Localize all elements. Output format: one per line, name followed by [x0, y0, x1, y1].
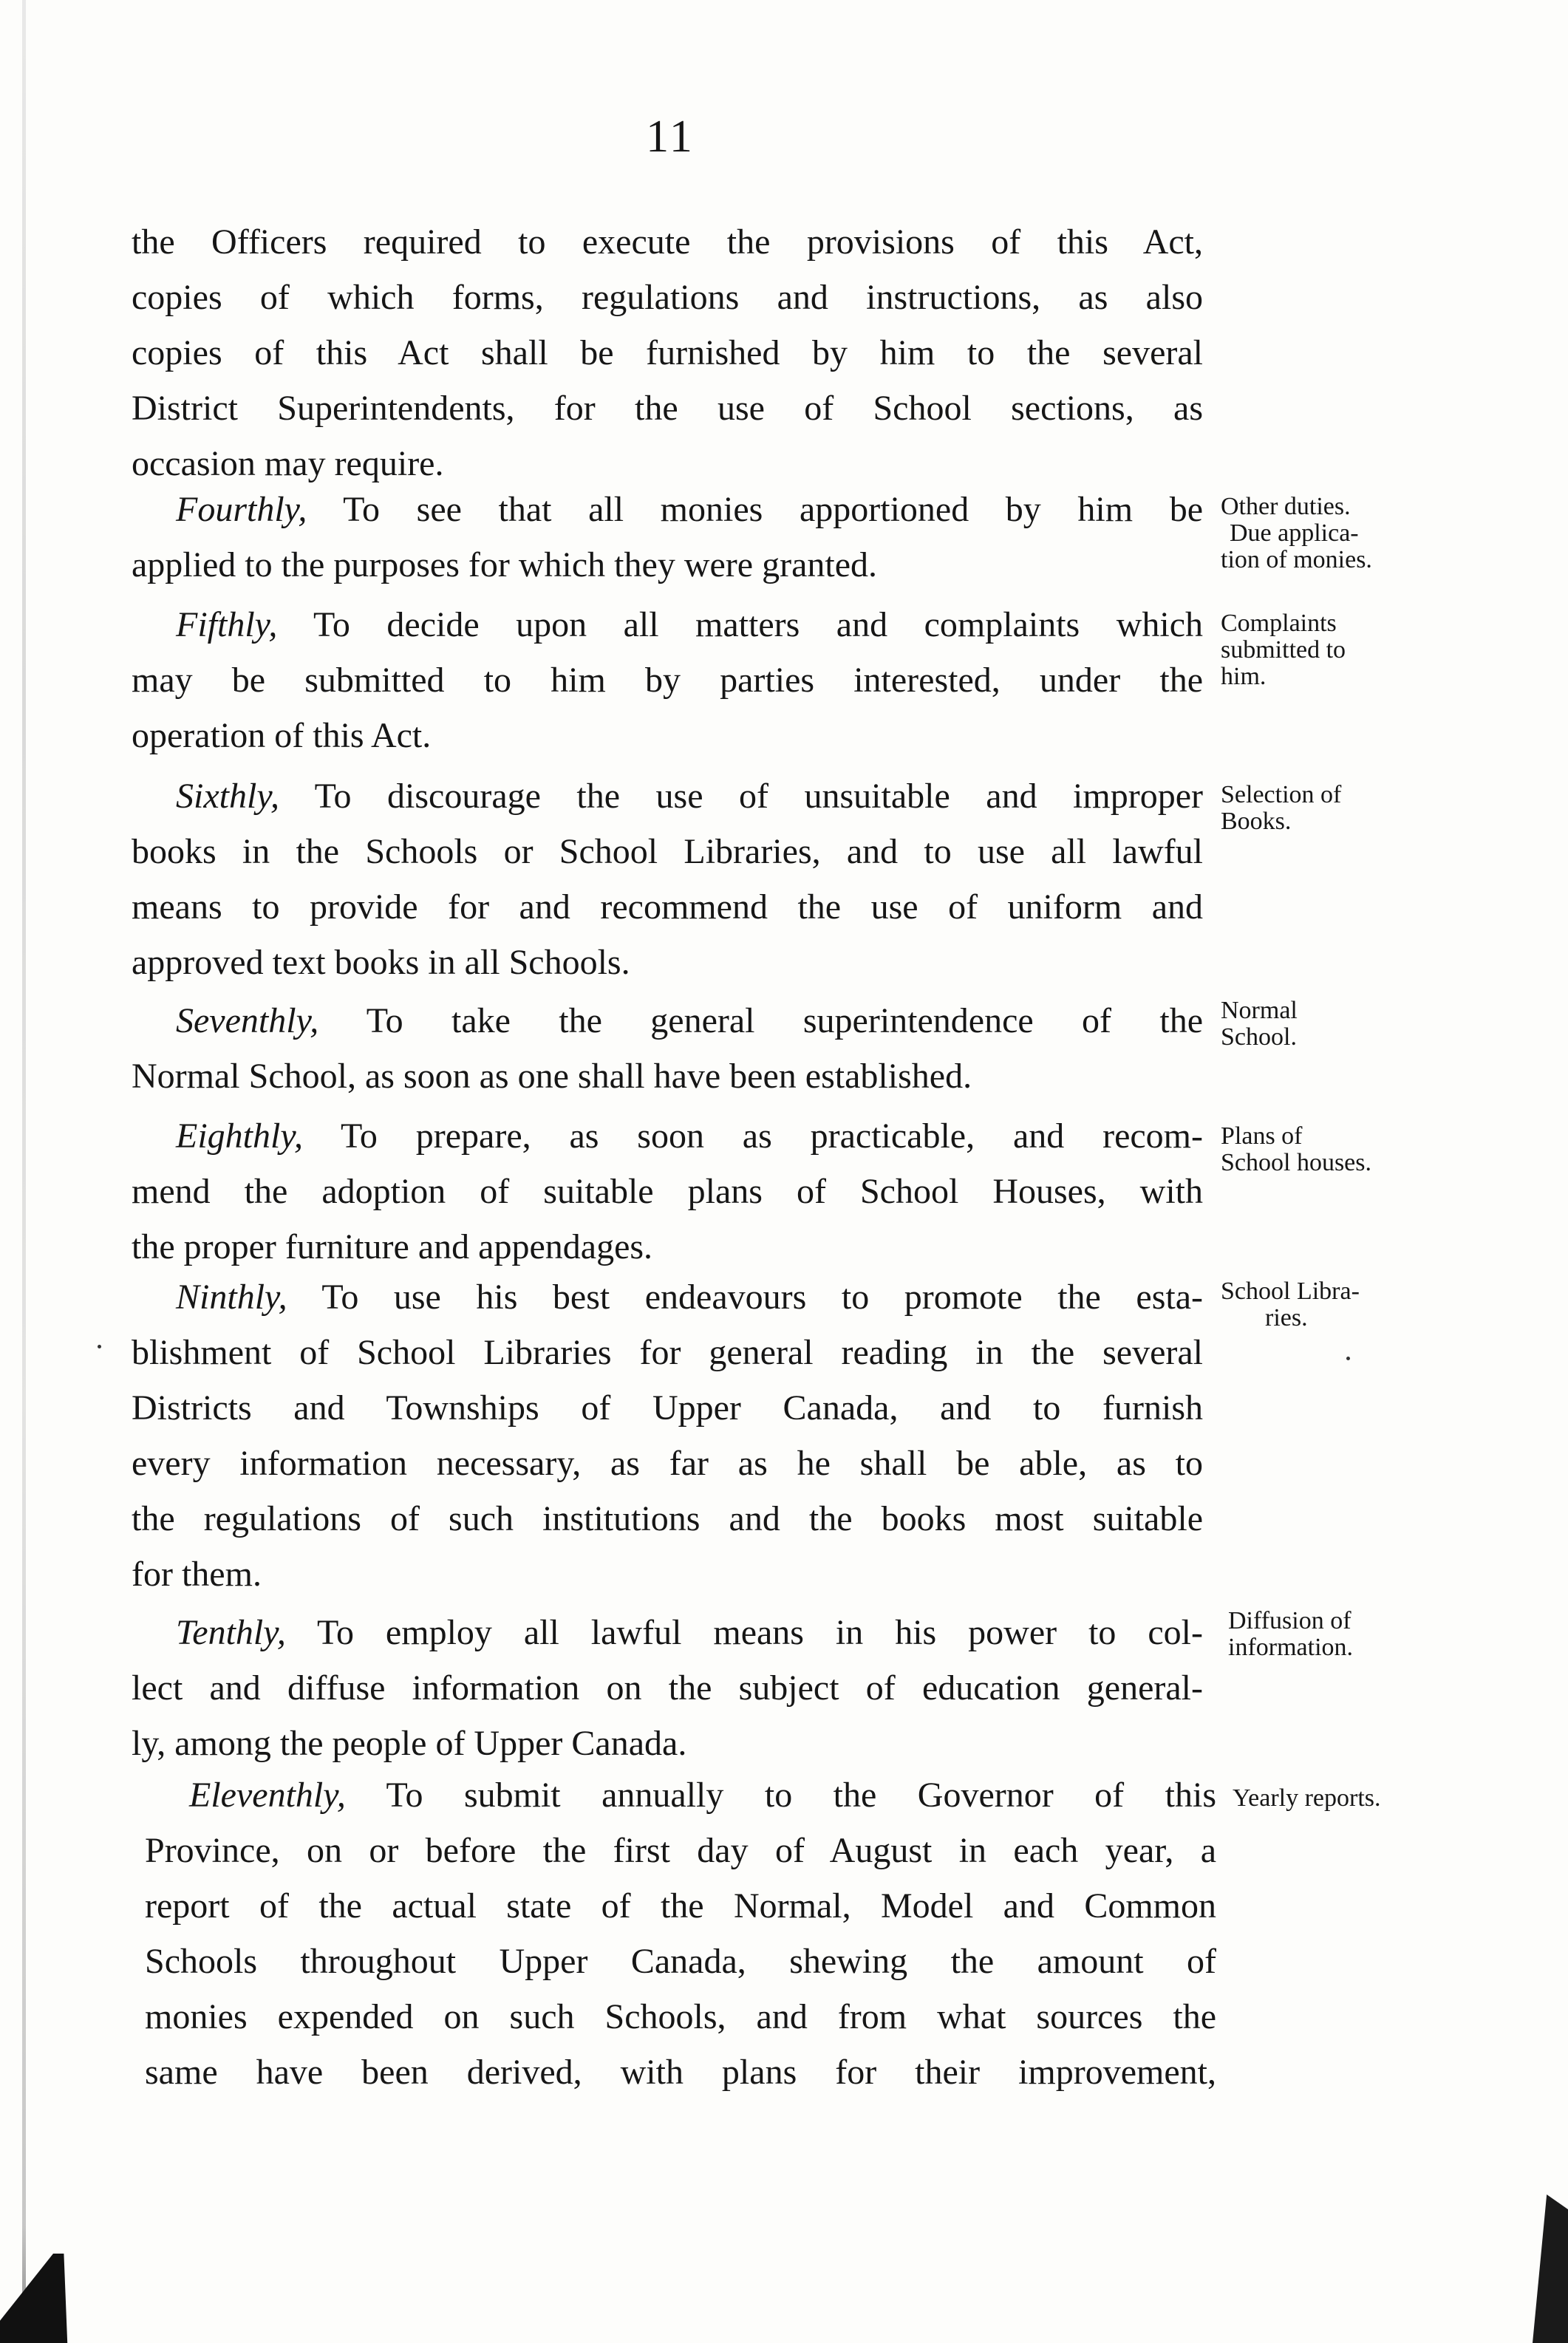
- section-lead: Tenthly,: [176, 1613, 286, 1652]
- section-first-line: [132, 768, 1203, 824]
- text-line: the Officers required to execute the provisions of this Act,: [132, 222, 1203, 262]
- text-line: same have been derived, with plans for their improvement,: [145, 2053, 1216, 2092]
- section-eleventhly: [145, 1767, 1216, 2100]
- section-text: To take the general superintendence of the: [318, 1001, 1203, 1040]
- section-seventhly: [132, 993, 1203, 1104]
- text-line: mend the adoption of suitable plans of School Houses, with: [132, 1172, 1203, 1211]
- text-line: books in the Schools or School Libraries, and to use all lawful: [132, 832, 1203, 871]
- scan-corner-artifact: [0, 2254, 71, 2343]
- margin-note-line: Normal: [1221, 997, 1298, 1024]
- section-fifthly: [132, 597, 1203, 763]
- binding-edge-shadow: [22, 0, 26, 2343]
- margin-note-line: Yearly reports.: [1233, 1784, 1381, 1812]
- margin-note-line: Plans of: [1221, 1122, 1303, 1150]
- section-text: To decide upon all matters and complaints which: [277, 605, 1203, 644]
- margin-note-line: School Libra-: [1221, 1278, 1360, 1305]
- margin-note-diffusion-of-information: [1228, 1608, 1353, 1661]
- margin-note-yearly-reports: [1233, 1785, 1381, 1812]
- margin-note-complaints: [1221, 610, 1346, 690]
- section-text: To see that all monies apportioned by him be: [307, 490, 1203, 529]
- text-line: approved text books in all Schools.: [132, 943, 630, 982]
- text-line: lect and diffuse information on the subject of education general-: [132, 1668, 1203, 1708]
- section-lead: Ninthly,: [176, 1278, 287, 1317]
- section-first-line: [132, 1605, 1203, 1660]
- margin-note-line: School houses.: [1221, 1149, 1371, 1176]
- section-text: To use his best endeavours to promote the esta-: [287, 1278, 1203, 1317]
- section-lead: Fifthly,: [176, 605, 278, 644]
- section-text: To submit annually to the Governor of this: [345, 1776, 1216, 1815]
- section-lead: Fourthly,: [176, 490, 307, 529]
- section-lead: Eighthly,: [176, 1116, 303, 1156]
- margin-note-line: Selection of: [1221, 781, 1342, 808]
- margin-note-line: submitted to: [1221, 636, 1346, 664]
- margin-note-selection-of-books: [1221, 782, 1341, 835]
- section-first-line: [132, 597, 1203, 652]
- margin-note-line: Due applica-: [1230, 519, 1359, 547]
- margin-note-line: Diffusion of: [1228, 1607, 1351, 1634]
- margin-note-line: Books.: [1221, 808, 1292, 835]
- scan-speck: [1346, 1357, 1350, 1360]
- margin-note-other-duties: [1221, 494, 1372, 573]
- text-line: District Superintendents, for the use of School sections, as: [132, 389, 1203, 428]
- text-line: the proper furniture and appendages.: [132, 1227, 653, 1266]
- section-tenthly: [132, 1605, 1203, 1771]
- section-text: To employ all lawful means in his power to col-: [285, 1613, 1203, 1652]
- margin-note-plans-school-houses: [1221, 1123, 1371, 1176]
- scan-edge-artifact: [1533, 2194, 1568, 2343]
- section-first-line: [145, 1767, 1216, 1823]
- text-line: monies expended on such Schools, and from what sources the: [145, 1997, 1216, 2036]
- margin-note-normal-school: [1221, 997, 1298, 1051]
- text-line: Normal School, as soon as one shall have been established.: [132, 1057, 972, 1096]
- text-line: occasion may require.: [132, 444, 444, 483]
- section-first-line: [132, 1269, 1203, 1325]
- text-line: for them.: [132, 1555, 262, 1594]
- margin-note-line: him.: [1221, 663, 1267, 690]
- section-ninthly: [132, 1269, 1203, 1602]
- text-line: report of the actual state of the Normal, Model and Common: [145, 1886, 1216, 1926]
- section-first-line: [132, 993, 1203, 1048]
- text-line: every information necessary, as far as he shall be able, as to: [132, 1444, 1203, 1483]
- section-text: To prepare, as soon as practicable, and recom-: [302, 1116, 1203, 1156]
- section-first-line: [132, 1108, 1203, 1164]
- text-line: means to provide for and recommend the use of uniform and: [132, 887, 1203, 927]
- text-line: ly, among the people of Upper Canada.: [132, 1724, 687, 1763]
- margin-note-school-libraries: [1221, 1278, 1360, 1331]
- text-line: applied to the purposes for which they were granted.: [132, 545, 878, 584]
- text-line: operation of this Act.: [132, 716, 432, 755]
- section-sixthly: [132, 768, 1203, 990]
- section-lead: Sixthly,: [176, 777, 279, 816]
- section-lead: Eleventhly,: [189, 1776, 346, 1815]
- margin-note-line: information.: [1228, 1634, 1354, 1661]
- section-lead: Seventhly,: [176, 1001, 319, 1040]
- text-line: may be submitted to him by parties interested, under the: [132, 661, 1203, 700]
- margin-note-line: School.: [1221, 1023, 1297, 1051]
- section-fourthly: [132, 482, 1203, 593]
- section-text: To discourage the use of unsuitable and improper: [279, 777, 1203, 816]
- margin-note-line: Complaints: [1221, 610, 1337, 637]
- page-number: 11: [646, 112, 695, 162]
- scan-speck: [98, 1345, 101, 1348]
- text-line: Schools throughout Upper Canada, shewing the amount of: [145, 1942, 1216, 1981]
- margin-note-line: ries.: [1265, 1304, 1308, 1331]
- text-line: blishment of School Libraries for general reading in the several: [132, 1333, 1203, 1372]
- intro-paragraph: [132, 214, 1203, 491]
- margin-note-line: tion of monies.: [1221, 546, 1372, 573]
- section-eighthly: [132, 1108, 1203, 1275]
- text-line: Districts and Townships of Upper Canada, and to furnish: [132, 1388, 1203, 1428]
- section-first-line: [132, 482, 1203, 537]
- text-line: the regulations of such institutions and the books most suitable: [132, 1499, 1203, 1538]
- text-line: Province, on or before the first day of August in each year, a: [145, 1831, 1216, 1870]
- margin-note-line: Other duties.: [1221, 493, 1351, 520]
- text-line: copies of which forms, regulations and instructions, as also: [132, 278, 1203, 317]
- text-line: copies of this Act shall be furnished by him to the several: [132, 333, 1203, 372]
